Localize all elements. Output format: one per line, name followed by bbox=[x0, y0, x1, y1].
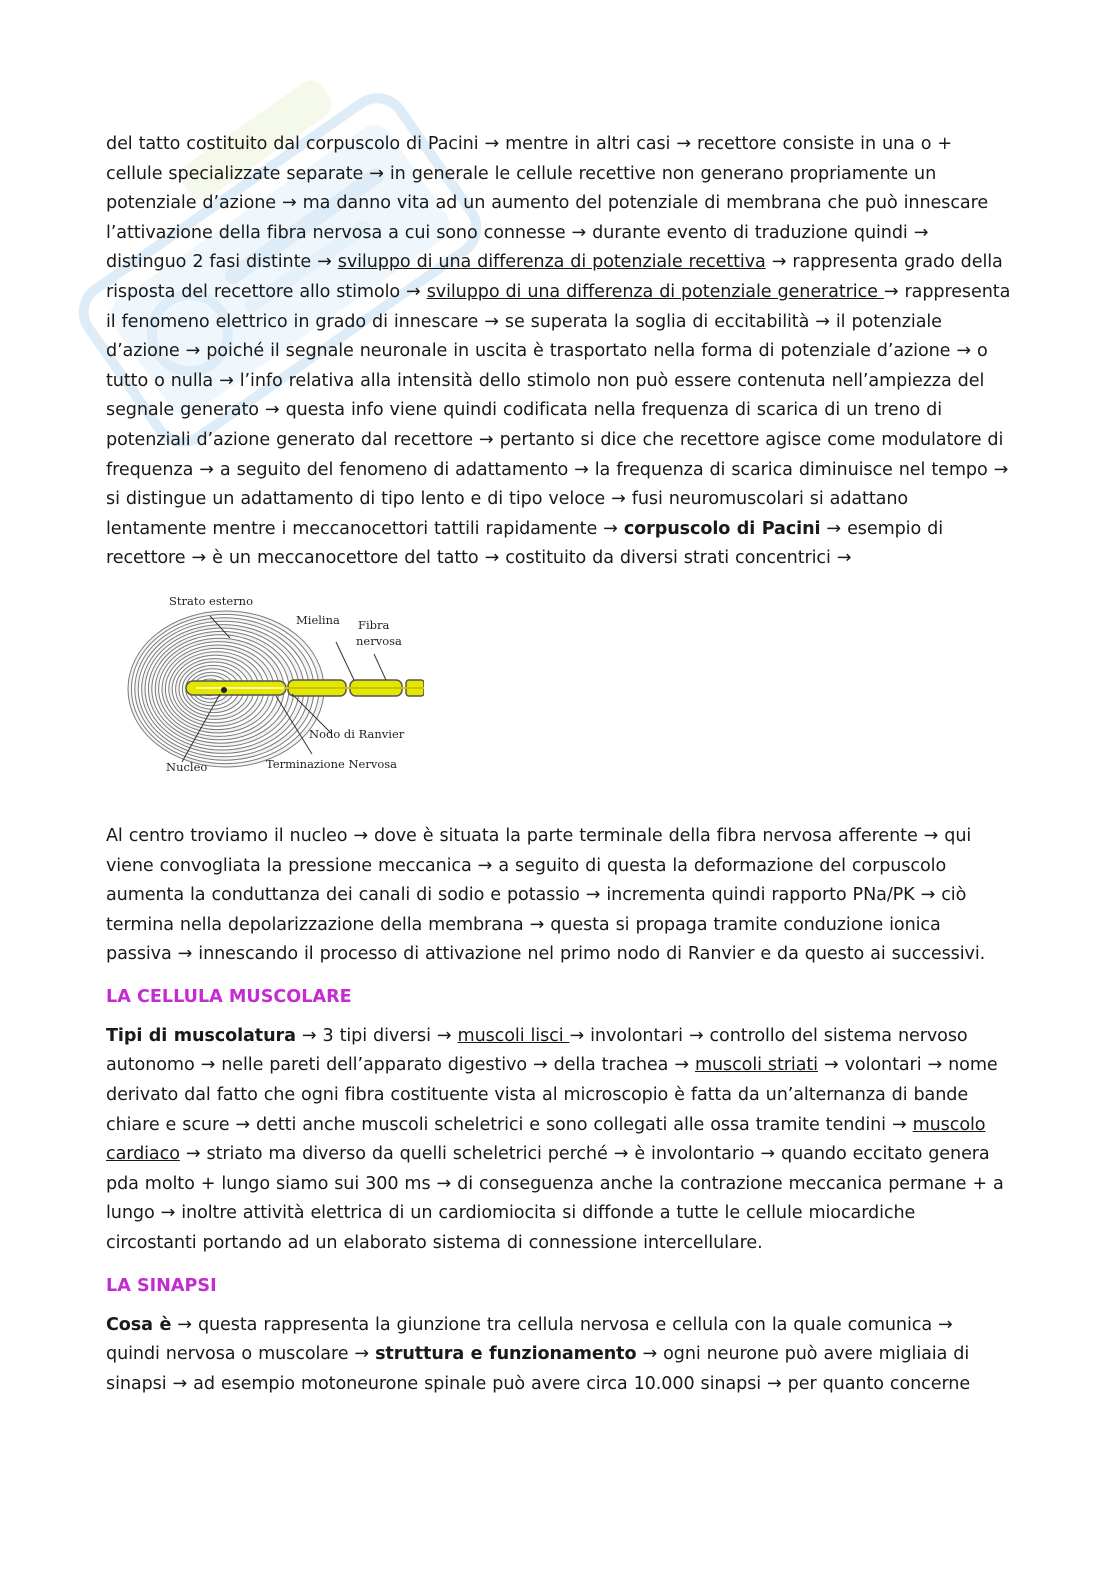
bold-term: Tipi di muscolatura bbox=[106, 1025, 296, 1046]
text-span: → volontari → nome derivato dal fatto che ogni fibra costituente vista al microscopio è fatta da un’alternanza di bande chiare e scure → detti anche muscoli scheletrici e sono collegati alle ossa tramite tendini → bbox=[106, 1055, 998, 1135]
label-terminazione-nervosa: Terminazione Nervosa bbox=[266, 756, 397, 771]
paragraph-muscolatura bbox=[106, 1022, 1011, 1259]
underlined-term: muscolo cardiaco bbox=[106, 1114, 986, 1165]
nerve-fiber bbox=[186, 680, 424, 696]
bold-term: struttura e funzionamento bbox=[375, 1344, 637, 1365]
document-content bbox=[106, 130, 1011, 1399]
text-span: → 3 tipi diversi → bbox=[295, 1025, 458, 1046]
label-strato-esterno: Strato esterno bbox=[169, 593, 254, 608]
label-nervosa: nervosa bbox=[356, 633, 402, 648]
underlined-term: sviluppo di una differenza di potenziale recettiva bbox=[337, 252, 766, 273]
text-span: → involontari → controllo del sistema nervoso autonomo → nelle pareti dell’apparato digestivo → della trachea → bbox=[106, 1025, 968, 1076]
text-span: → striato ma diverso da quelli scheletrici perché → è involontario → quando eccitato genera pda molto + lungo siamo sui 300 ms → di conseguenza anche la contrazione meccanica permane + a lungo → inoltre attività elettrica di un cardiomiocita si diffonde a tutte le cellule miocardiche circostanti portando ad un elaborato sistema di connessione intercellulare. bbox=[106, 1144, 1004, 1254]
label-fibra: Fibra bbox=[358, 617, 390, 632]
paragraph-recettori bbox=[106, 130, 1011, 574]
text-span: → rappresenta grado della risposta del recettore allo stimolo → bbox=[106, 252, 1003, 302]
underlined-term: muscoli striati bbox=[694, 1055, 818, 1076]
label-mielina: Mielina bbox=[296, 612, 340, 627]
paragraph-nucleo: Al centro troviamo il nucleo → dove è situata la parte terminale della fibra nervosa afferente → qui viene convogliata la pressione meccanica → a seguito di questa la deformazione del corpuscolo aumenta la conduttanza dei canali di sodio e potassio → incrementa quindi rapporto PNa/PK → ciò termina nella depolarizzazione della membrana → questa si propaga tramite conduzione ionica passiva → innescando il processo di attivazione nel primo nodo di Ranvier e da questo ai successivi. bbox=[106, 825, 986, 965]
underlined-term: muscoli lisci bbox=[457, 1025, 570, 1046]
text-span: → esempio di recettore → è un meccanocettore del tatto → costituito da diversi strati concentrici → bbox=[106, 518, 943, 569]
text-span: del tatto costituito dal corpuscolo di Pacini → mentre in altri casi → recettore consiste in una o + cellule specializzate separate → in generale le cellule recettive non generano propriamente un potenziale d’azione → ma danno vita ad un aumento del potenziale di membrana che può innescare l’attivazione della fibra nervosa a cui sono connesse → durante evento di traduzione quindi → distinguo 2 fasi distinte → bbox=[106, 134, 989, 273]
label-nodo-ranvier: Nodo di Ranvier bbox=[309, 726, 405, 741]
pacini-corpuscle-figure bbox=[124, 594, 424, 804]
text-span: → rappresenta il fenomeno elettrico in grado di innescare → se superata la soglia di eccitabilità → il potenziale d’azione → poiché il segnale neuronale in uscita è trasportato nella forma di potenziale d’azione → o tutto o nulla → l’info relativa alla intensità dello stimolo non può essere contenuta nell’ampiezza del segnale generato → questa info viene quindi codificata nella frequenza di scarica di un treno di potenziali d’azione generato dal recettore → pertanto si dice che recettore agisce come modulatore di frequenza → a seguito del fenomeno di adattamento → la frequenza di scarica diminuisce nel tempo → si distingue un adattamento di tipo lento e di tipo veloce → fusi neuromuscolari si adattano lentamente mentre i meccanocettori tattili rapidamente → bbox=[106, 281, 1011, 539]
label-nucleo: Nucleo bbox=[166, 759, 208, 774]
underlined-term: sviluppo di una differenza di potenziale generatrice bbox=[426, 281, 884, 302]
paragraph-sinapsi bbox=[106, 1311, 1011, 1400]
bold-term: Cosa è bbox=[106, 1314, 172, 1335]
bold-term: corpuscolo di Pacini bbox=[623, 518, 821, 539]
heading-cellula-muscolare: LA CELLULA MUSCOLARE bbox=[106, 986, 352, 1007]
text-span: → questa rappresenta la giunzione tra cellula nervosa e cellula con la quale comunica → quindi nervosa o muscolare → bbox=[106, 1314, 953, 1365]
text-span: → ogni neurone può avere migliaia di sinapsi → ad esempio motoneurone spinale può avere circa 10.000 sinapsi → per quanto concerne bbox=[106, 1344, 971, 1394]
heading-sinapsi: LA SINAPSI bbox=[106, 1275, 217, 1296]
